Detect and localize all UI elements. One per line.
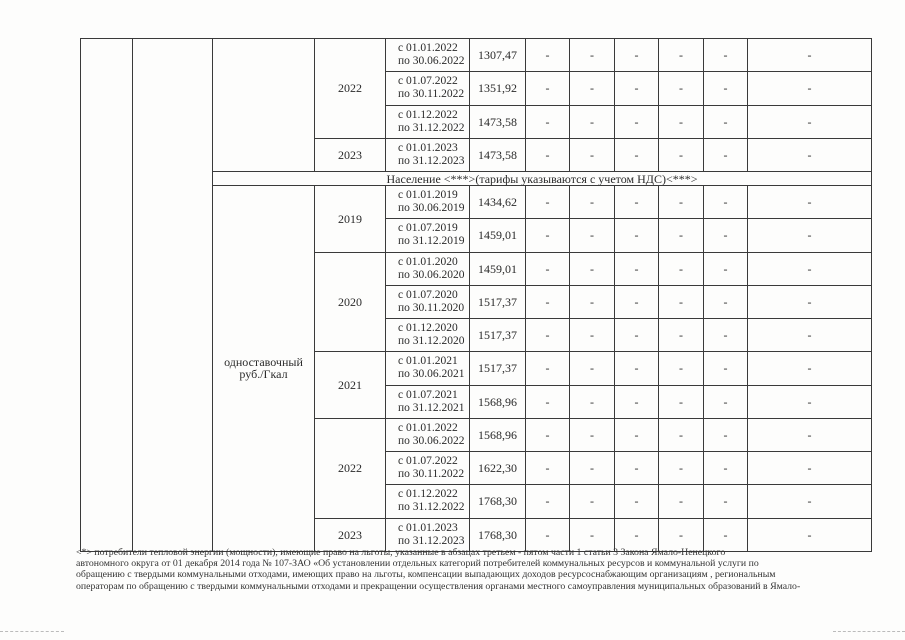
empty-cell: -: [659, 252, 704, 285]
empty-cell: -: [570, 319, 615, 352]
empty-cell: -: [570, 105, 615, 138]
empty-cell: -: [704, 39, 748, 72]
year-cell: 2023: [315, 518, 386, 551]
period-cell: [386, 138, 470, 171]
tariff-value-cell: 1517,37: [470, 319, 526, 352]
period-from: с 01.12.2020: [398, 322, 458, 335]
empty-cell: -: [526, 138, 570, 171]
period-cell: [386, 385, 470, 418]
period-cell: [386, 452, 470, 485]
empty-cell: -: [615, 518, 659, 551]
tariff-value-cell: 1473,58: [470, 105, 526, 138]
empty-cell: -: [615, 138, 659, 171]
empty-cell: -: [570, 518, 615, 551]
empty-cell: -: [615, 485, 659, 518]
footnote-line: автономного округа от 01 декабря 2014 года № 107-ЗАО «Об установлении отдельных категорий потребителей коммунальных ресурсов и коммунальной услуги по: [76, 558, 759, 570]
empty-cell: -: [704, 418, 748, 451]
empty-cell: -: [615, 72, 659, 105]
empty-cell: -: [526, 39, 570, 72]
empty-cell: -: [659, 418, 704, 451]
empty-cell: -: [704, 186, 748, 219]
tariff-value-cell: 1622,30: [470, 452, 526, 485]
tariff-value-cell: 1459,01: [470, 252, 526, 285]
footnote: [76, 547, 876, 592]
empty-cell: -: [748, 518, 872, 551]
empty-cell: -: [704, 319, 748, 352]
empty-cell: -: [748, 452, 872, 485]
period-cell: [386, 72, 470, 105]
period-to: по 31.12.2019: [398, 235, 465, 248]
period-cell: [386, 219, 470, 252]
empty-cell: -: [615, 39, 659, 72]
period-from: с 01.01.2022: [398, 42, 458, 55]
period-from: с 01.01.2023: [398, 521, 458, 534]
empty-cell: -: [526, 285, 570, 318]
empty-cell: -: [659, 319, 704, 352]
period-to: по 31.12.2020: [398, 335, 465, 348]
period-from: с 01.01.2020: [398, 255, 458, 268]
empty-cell: -: [748, 385, 872, 418]
footnote-line: операторам по обращению с твердыми коммунальными отходами и прекращении осуществления органами местного самоуправления муниципальных образований в Ямало-: [76, 580, 801, 592]
empty-cell: -: [526, 105, 570, 138]
empty-cell: -: [659, 385, 704, 418]
empty-cell: -: [704, 219, 748, 252]
empty-cell: -: [704, 105, 748, 138]
period-from: с 01.07.2020: [398, 288, 458, 301]
empty-cell: -: [748, 319, 872, 352]
empty-cell: -: [526, 452, 570, 485]
period-from: с 01.01.2019: [398, 189, 458, 202]
empty-cell: -: [748, 39, 872, 72]
empty-cell: -: [526, 219, 570, 252]
empty-cell: -: [659, 138, 704, 171]
empty-cell: -: [570, 352, 615, 385]
period-to: по 31.12.2022: [398, 501, 465, 514]
empty-cell: -: [526, 518, 570, 551]
period-to: по 30.06.2020: [398, 268, 465, 281]
period-cell: [386, 39, 470, 72]
empty-cell: -: [615, 105, 659, 138]
empty-cell: -: [748, 485, 872, 518]
tariff-type-cell: [213, 186, 315, 552]
empty-cell: -: [526, 485, 570, 518]
period-from: с 01.12.2022: [398, 488, 458, 501]
page-edge-mark: [0, 631, 64, 632]
empty-cell: -: [526, 352, 570, 385]
empty-cell: -: [570, 485, 615, 518]
empty-cell: -: [659, 72, 704, 105]
empty-cell: -: [748, 186, 872, 219]
period-to: по 30.06.2022: [398, 55, 465, 68]
tariff-value-cell: 1768,30: [470, 485, 526, 518]
empty-cell: -: [748, 252, 872, 285]
period-to: по 30.11.2020: [398, 301, 465, 314]
empty-cell: -: [570, 252, 615, 285]
period-cell: [386, 485, 470, 518]
year-cell: 2021: [315, 352, 386, 419]
period-from: с 01.01.2022: [398, 421, 458, 434]
empty-cell: -: [748, 72, 872, 105]
empty-cell: -: [570, 39, 615, 72]
empty-cell: -: [615, 285, 659, 318]
period-from: с 01.01.2023: [398, 141, 458, 154]
period-to: по 30.06.2019: [398, 202, 465, 215]
empty-cell: -: [570, 285, 615, 318]
empty-cell: -: [526, 319, 570, 352]
period-cell: [386, 319, 470, 352]
empty-cell: -: [570, 452, 615, 485]
empty-cell: -: [615, 219, 659, 252]
empty-cell: -: [659, 352, 704, 385]
empty-cell: -: [659, 186, 704, 219]
table-row: [81, 39, 872, 72]
period-from: с 01.12.2022: [398, 108, 458, 121]
tariff-value-cell: 1568,96: [470, 418, 526, 451]
tariff-value-cell: 1517,37: [470, 285, 526, 318]
empty-cell: -: [615, 418, 659, 451]
empty-cell: -: [704, 452, 748, 485]
empty-cell: -: [526, 385, 570, 418]
period-to: по 31.12.2022: [398, 121, 465, 134]
blank-column-a: [81, 39, 133, 552]
period-cell: [386, 418, 470, 451]
period-to: по 31.12.2023: [398, 154, 465, 167]
empty-cell: -: [570, 418, 615, 451]
empty-cell: -: [570, 138, 615, 171]
year-cell: 2022: [315, 418, 386, 518]
tariff-value-cell: 1351,92: [470, 72, 526, 105]
empty-cell: -: [659, 39, 704, 72]
year-cell: 2022: [315, 39, 386, 139]
empty-cell: -: [704, 352, 748, 385]
tariff-type-cell: [213, 39, 315, 172]
page-edge-mark: [833, 631, 905, 632]
period-to: по 31.12.2023: [398, 534, 465, 547]
empty-cell: -: [704, 72, 748, 105]
empty-cell: -: [748, 418, 872, 451]
empty-cell: -: [615, 352, 659, 385]
empty-cell: -: [570, 219, 615, 252]
empty-cell: -: [526, 252, 570, 285]
period-from: с 01.07.2021: [398, 388, 458, 401]
empty-cell: -: [570, 72, 615, 105]
period-from: с 01.07.2022: [398, 455, 458, 468]
footnote-line: обращению с твердыми коммунальными отходами, имеющих право на льготы, компенсации выпадающих доходов ресурсоснабжающим организациям , региональным: [76, 569, 776, 581]
empty-cell: -: [704, 252, 748, 285]
empty-cell: -: [704, 518, 748, 551]
tariff-value-cell: 1768,30: [470, 518, 526, 551]
empty-cell: -: [659, 285, 704, 318]
period-cell: [386, 105, 470, 138]
tariff-value-cell: 1473,58: [470, 138, 526, 171]
period-cell: [386, 285, 470, 318]
tariff-type-label: одноставочный руб./Гкал: [224, 355, 303, 382]
period-cell: [386, 186, 470, 219]
period-from: с 01.01.2021: [398, 355, 458, 368]
empty-cell: -: [748, 138, 872, 171]
empty-cell: -: [615, 452, 659, 485]
empty-cell: -: [659, 452, 704, 485]
empty-cell: -: [615, 319, 659, 352]
year-cell: 2019: [315, 186, 386, 253]
period-cell: [386, 352, 470, 385]
tariff-value-cell: 1568,96: [470, 385, 526, 418]
blank-column-b: [133, 39, 213, 552]
empty-cell: -: [526, 72, 570, 105]
period-from: с 01.07.2019: [398, 222, 458, 235]
empty-cell: -: [659, 105, 704, 138]
empty-cell: -: [704, 285, 748, 318]
empty-cell: -: [704, 138, 748, 171]
period-from: с 01.07.2022: [398, 75, 458, 88]
empty-cell: -: [659, 485, 704, 518]
year-cell: 2020: [315, 252, 386, 352]
empty-cell: -: [615, 186, 659, 219]
empty-cell: -: [659, 219, 704, 252]
empty-cell: -: [748, 352, 872, 385]
empty-cell: -: [570, 385, 615, 418]
tariff-value-cell: 1517,37: [470, 352, 526, 385]
period-to: по 31.12.2021: [398, 401, 465, 414]
year-cell: 2023: [315, 138, 386, 171]
footnote-line: <*> потребители тепловой энергии (мощности), имеющие право на льготы, указанные в абзацах третьем - пятом части 1 статьи 3 Закона Ямало-Ненецкого: [76, 547, 726, 558]
empty-cell: -: [748, 285, 872, 318]
period-to: по 30.06.2021: [398, 368, 465, 381]
section-header: Население <***>(тарифы указываются с учетом НДС)<***>: [213, 172, 872, 186]
period-cell: [386, 252, 470, 285]
tariff-table: [80, 38, 872, 552]
empty-cell: -: [570, 186, 615, 219]
empty-cell: -: [615, 252, 659, 285]
empty-cell: -: [659, 518, 704, 551]
period-to: по 30.06.2022: [398, 434, 465, 447]
empty-cell: -: [615, 385, 659, 418]
period-to: по 30.11.2022: [398, 468, 465, 481]
empty-cell: -: [748, 105, 872, 138]
empty-cell: -: [526, 418, 570, 451]
tariff-value-cell: 1307,47: [470, 39, 526, 72]
empty-cell: -: [748, 219, 872, 252]
tariff-value-cell: 1459,01: [470, 219, 526, 252]
empty-cell: -: [704, 485, 748, 518]
empty-cell: -: [526, 186, 570, 219]
tariff-value-cell: 1434,62: [470, 186, 526, 219]
period-to: по 30.11.2022: [398, 88, 465, 101]
tariff-table-body: [81, 39, 872, 552]
empty-cell: -: [704, 385, 748, 418]
